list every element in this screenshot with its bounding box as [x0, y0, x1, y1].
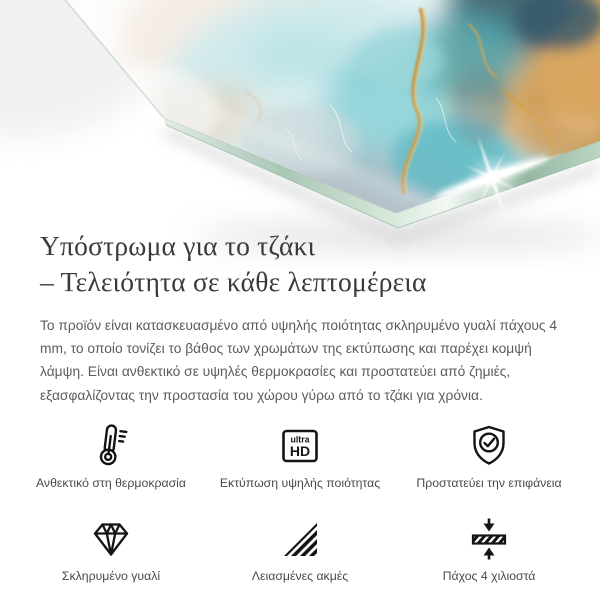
page-title-line1: Υπόστρωμα για το τζάκι — [40, 230, 316, 261]
ultra-hd-badge-top: ultra — [290, 434, 310, 445]
feature-thickness — [400, 514, 578, 583]
ultra-hd-badge-bottom: HD — [289, 443, 311, 460]
shield-check-icon — [465, 421, 513, 471]
feature-tempered-glass — [22, 514, 200, 583]
feature-temperature — [22, 421, 200, 490]
feature-label: Πάχος 4 χιλιοστά — [442, 569, 536, 584]
product-description: Το προϊόν είναι κατασκευασμένο από υψηλής ποιότητας σκληρυμένο γυαλί πάχους 4 mm, το οποίο τονίζει το βάθος των χρωμάτων της εκτύπωσης και παρέχει κομψή λάμψη. Είναι ανθεκτικό σε υψηλές θερμοκρασίες και προστατεύει από ζημιές, εξασφαλίζοντας την προστασία του χώρου γύρω από το τζάκι για χρόνια. — [40, 317, 558, 403]
ultra-hd-icon — [276, 421, 324, 471]
features-row-1 — [0, 421, 600, 490]
feature-label: Σκληρυμένο γυαλί — [61, 569, 161, 584]
feature-surface-protection — [400, 421, 578, 490]
polished-edges-icon — [276, 514, 324, 564]
thermometer-icon — [87, 421, 135, 471]
text-section — [0, 228, 600, 407]
features-row-2 — [0, 514, 600, 583]
page-title — [40, 228, 564, 300]
hero-section — [0, 0, 600, 210]
feature-polished-edges — [211, 514, 389, 583]
feature-label: Λειασμένες ακμές — [251, 569, 349, 584]
diamond-icon — [87, 514, 135, 564]
feature-label: Εκτύπωση υψηλής ποιότητας — [219, 476, 381, 491]
feature-print-quality — [211, 421, 389, 490]
feature-label: Προστατεύει την επιφάνεια — [416, 476, 562, 491]
feature-label: Ανθεκτικό στη θερμοκρασία — [35, 476, 187, 491]
page-title-line2: – Τελειότητα σε κάθε λεπτομέρεια — [40, 265, 427, 297]
thickness-icon — [465, 514, 513, 564]
